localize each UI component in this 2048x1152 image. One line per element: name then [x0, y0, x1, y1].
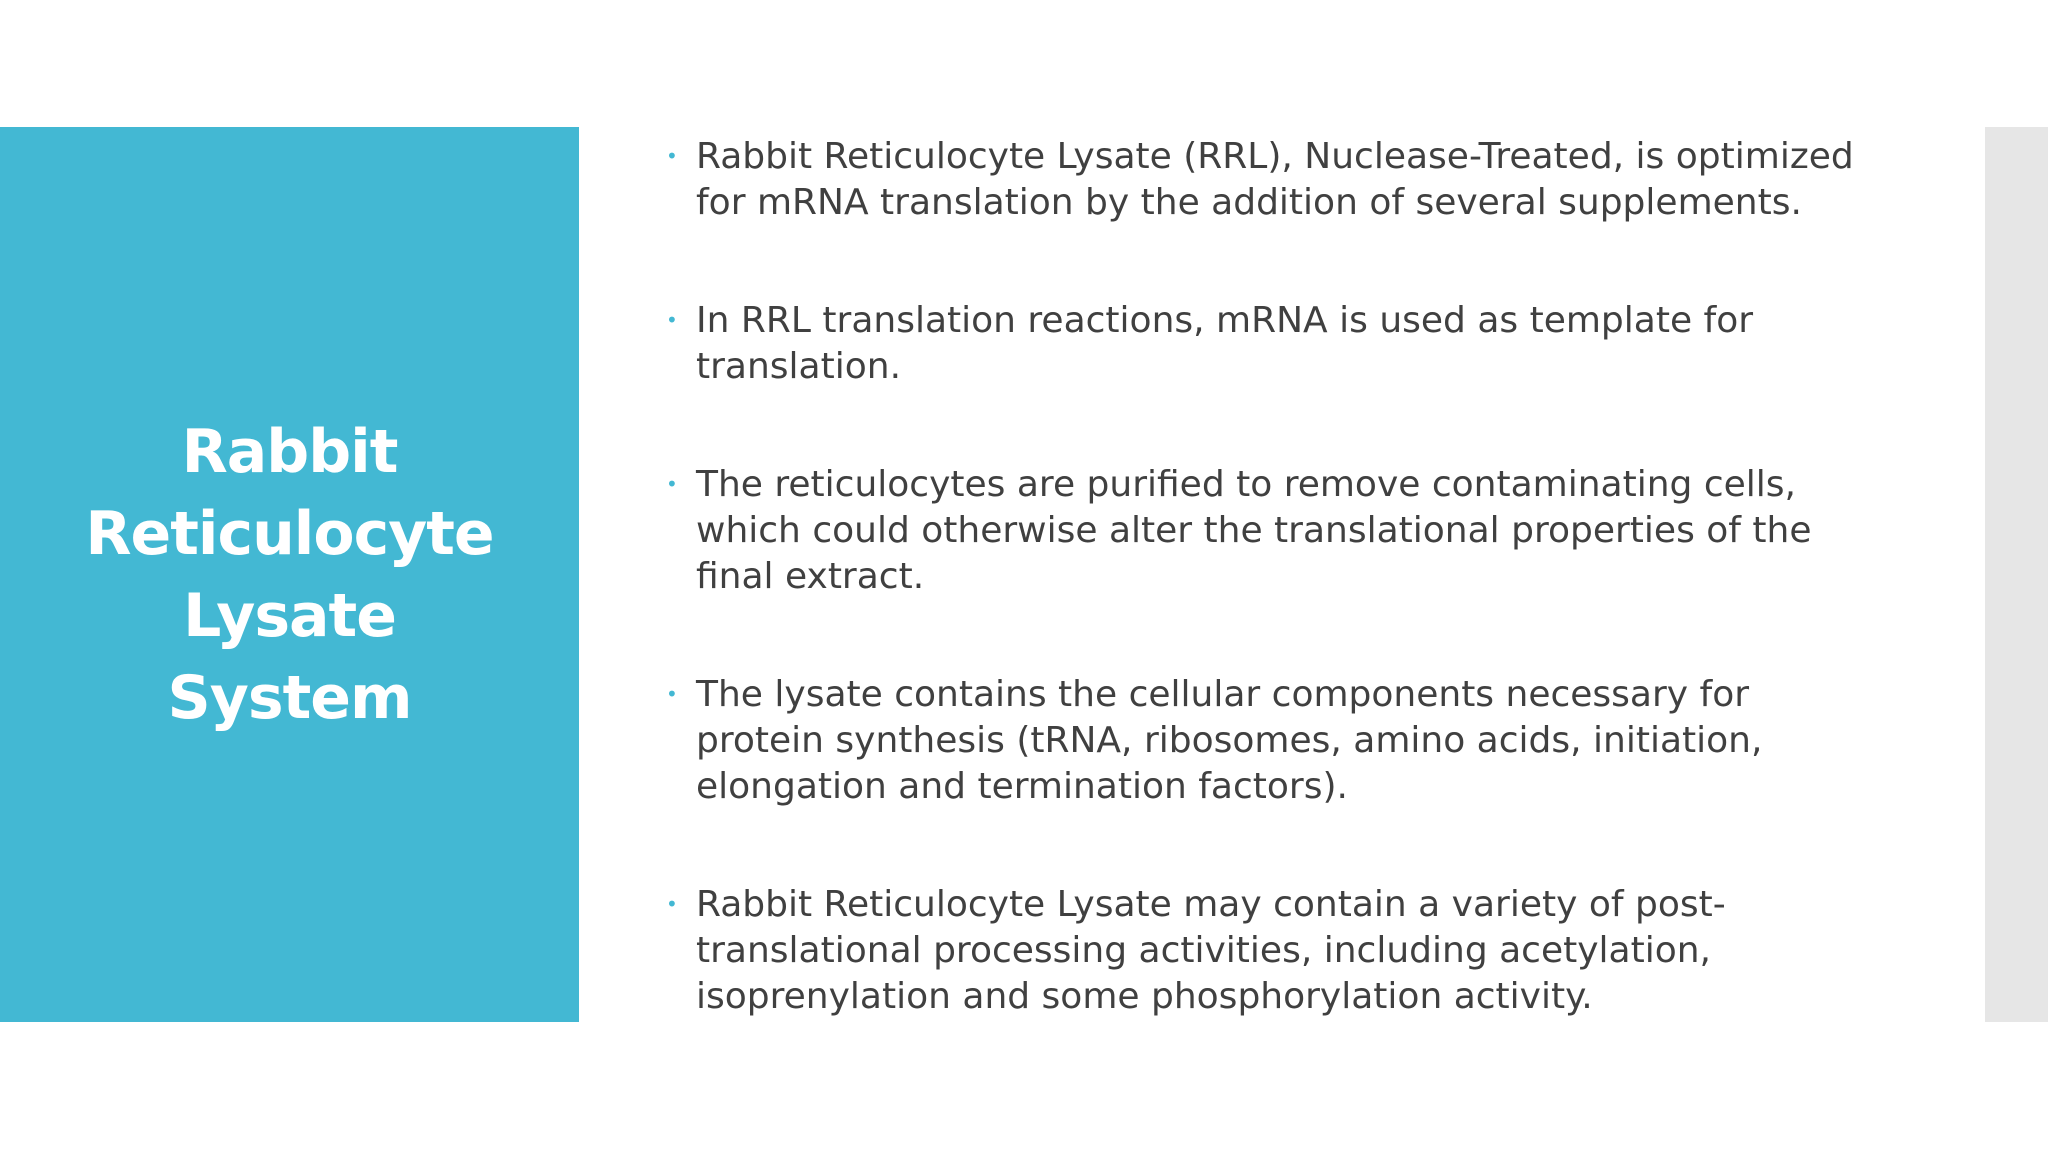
- bullet-icon: •: [666, 472, 678, 496]
- bullet-list: [664, 134, 1874, 1092]
- bullet-text: Rabbit Reticulocyte Lysate (RRL), Nuclease-Treated, is optimized for mRNA translation by the addition of several supplements.: [696, 136, 1854, 223]
- bullet-text: The lysate contains the cellular components necessary for protein synthesis (tRNA, ribosomes, amino acids, initiation, elongation and termination factors).: [696, 674, 1763, 807]
- title-panel: [0, 127, 579, 1022]
- title-line: Lysate: [183, 580, 396, 651]
- side-strip: [1985, 127, 2048, 1022]
- bullet-item: [664, 462, 1874, 600]
- slide-title: [30, 411, 550, 739]
- title-line: Reticulocyte: [85, 498, 494, 569]
- bullet-item: [664, 672, 1874, 810]
- bullet-text: The reticulocytes are purified to remove contaminating cells, which could otherwise alter the translational properties of the final extract.: [696, 464, 1812, 597]
- bullet-text: Rabbit Reticulocyte Lysate may contain a variety of post-translational processing activities, including acetylation, isoprenylation and some phosphorylation activity.: [696, 884, 1726, 1017]
- bullet-item: [664, 298, 1874, 390]
- bullet-icon: •: [666, 144, 678, 168]
- bullet-text: In RRL translation reactions, mRNA is used as template for translation.: [696, 300, 1754, 387]
- bullet-icon: •: [666, 682, 678, 706]
- title-line: System: [167, 662, 412, 733]
- bullet-item: [664, 882, 1874, 1020]
- bullet-item: [664, 134, 1874, 226]
- bullet-icon: •: [666, 892, 678, 916]
- bullet-icon: •: [666, 308, 678, 332]
- title-line: Rabbit: [181, 416, 398, 487]
